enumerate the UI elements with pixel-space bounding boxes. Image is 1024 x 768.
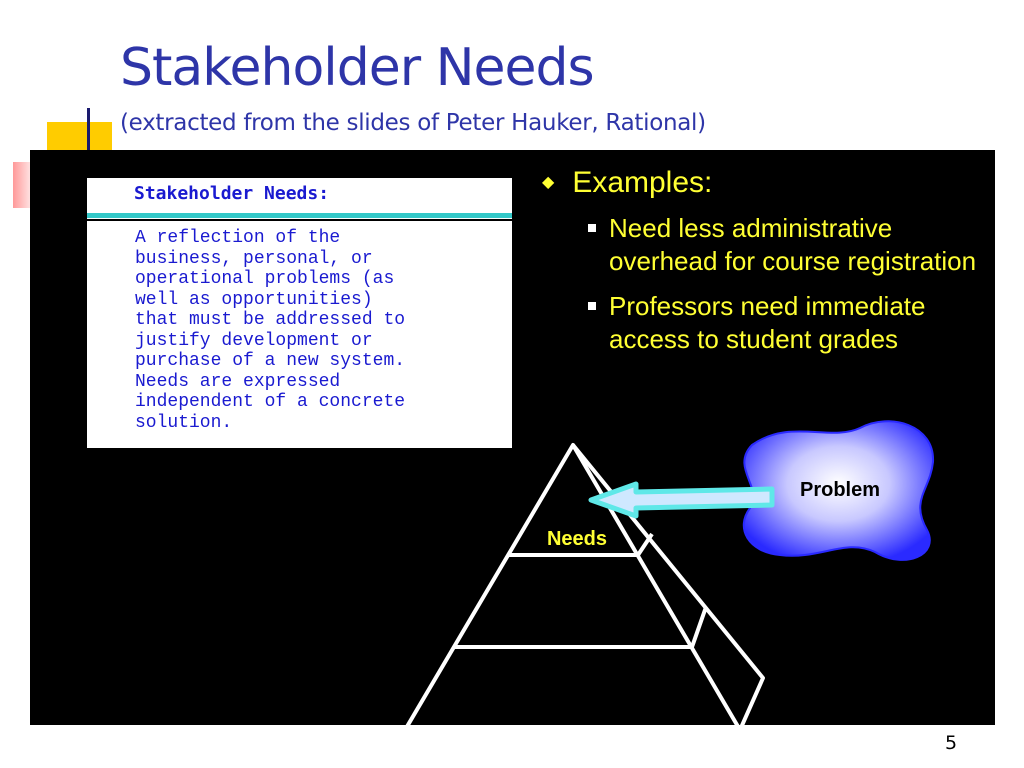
diamond-bullet-icon: ◆ — [542, 174, 555, 191]
yellow-accent-block — [47, 122, 112, 152]
definition-heading: Stakeholder Needs: — [134, 183, 330, 204]
slide-title: Stakeholder Needs — [120, 38, 594, 98]
slide-subtitle: (extracted from the slides of Peter Hauker, Rational) — [120, 110, 706, 136]
example-text: Need less administrative overhead for course registration — [609, 213, 977, 276]
left-arrow-icon — [591, 484, 772, 516]
examples-heading: Examples: — [572, 166, 713, 199]
example-text: Professors need immediate access to student grades — [609, 291, 926, 354]
problem-label: Problem — [799, 479, 881, 501]
content-panel — [30, 150, 995, 725]
definition-body: A reflection of the business, personal, or operational problems (as well as opportunities) that must be addressed to justify development or purchase of a new system. Needs are expressed independent of a concrete solution. — [135, 228, 406, 433]
pyramid-icon — [405, 445, 763, 725]
pyramid-needs-label: Needs — [546, 528, 608, 550]
needs-pyramid-diagram — [30, 150, 995, 725]
pink-accent-block — [13, 162, 30, 208]
accent-vertical-line — [87, 108, 90, 156]
slide-number: 5 — [945, 732, 958, 754]
